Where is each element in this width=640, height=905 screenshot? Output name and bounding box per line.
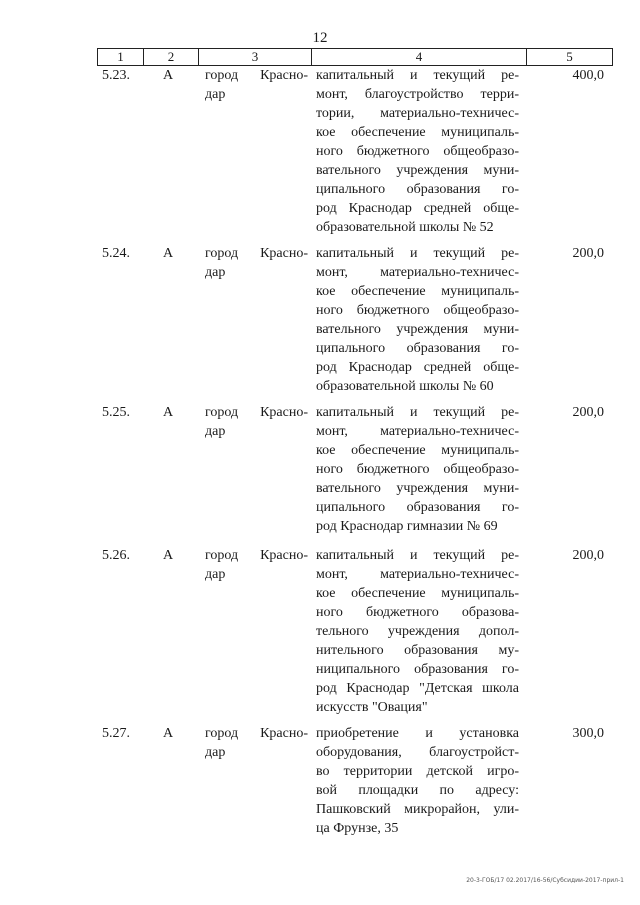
description-line: ного бюджетного общеобразо- (316, 462, 519, 477)
column-header-4: 4 (312, 49, 527, 66)
description-line: вательного учреждения муни- (316, 163, 519, 178)
place-name-part: Красно- (260, 548, 308, 563)
row-category: А (163, 246, 174, 261)
description-line: ципального образования го- (316, 341, 519, 356)
place-name-end: дар (205, 567, 226, 582)
place-name-part: Красно- (260, 405, 308, 420)
description-line: во территории детской игро- (316, 764, 519, 779)
row-amount: 300,0 (572, 726, 604, 741)
description-line: ного бюджетного общеобразо- (316, 144, 519, 159)
row-place (205, 66, 308, 104)
description-line: тельного учреждения допол- (316, 624, 519, 639)
place-word: город (205, 68, 239, 83)
place-name-end: дар (205, 745, 226, 760)
description-line: Пашковский микрорайон, ули- (316, 802, 519, 817)
description-line: кое обеспечение муниципаль- (316, 443, 519, 458)
row-number: 5.25. (102, 405, 130, 420)
description-line: род Краснодар средней обще- (316, 201, 519, 216)
description-line: род Краснодар гимназии № 69 (316, 519, 498, 534)
description-line: кое обеспечение муниципаль- (316, 125, 519, 140)
row-description (316, 66, 519, 237)
row-category: А (163, 405, 174, 420)
description-line: тории, материально-техничес- (316, 106, 519, 121)
page-number: 12 (312, 30, 328, 46)
place-word: город (205, 726, 239, 741)
row-amount: 400,0 (572, 68, 604, 83)
description-line: ного бюджетного образова- (316, 605, 519, 620)
description-line: капитальный и текущий ре- (316, 405, 519, 420)
row-number: 5.23. (102, 68, 130, 83)
description-line: ципального образования го- (316, 182, 519, 197)
place-word: город (205, 548, 239, 563)
column-header-5: 5 (527, 49, 613, 66)
description-line: образовательной школы № 52 (316, 220, 494, 235)
row-description (316, 244, 519, 396)
description-line: род Краснодар средней обще- (316, 360, 519, 375)
description-line: монт, материально-техничес- (316, 265, 519, 280)
description-line: вой площадки по адресу: (316, 783, 519, 798)
row-category: А (163, 726, 174, 741)
row-amount: 200,0 (572, 405, 604, 420)
description-line: капитальный и текущий ре- (316, 548, 519, 563)
row-place (205, 244, 308, 282)
description-line: капитальный и текущий ре- (316, 246, 519, 261)
column-header-3: 3 (199, 49, 312, 66)
place-name-end: дар (205, 265, 226, 280)
description-line: образовательной школы № 60 (316, 379, 494, 394)
place-name-part: Красно- (260, 246, 308, 261)
row-place (205, 724, 308, 762)
description-line: род Краснодар "Детская школа (316, 681, 519, 696)
description-line: монт, благоустройство терри- (316, 87, 519, 102)
row-description (316, 546, 519, 717)
row-number: 5.24. (102, 246, 130, 261)
place-name-end: дар (205, 87, 226, 102)
row-description (316, 403, 519, 536)
description-line: монт, материально-техничес- (316, 567, 519, 582)
row-place (205, 403, 308, 441)
place-word: город (205, 405, 239, 420)
description-line: ца Фрунзе, 35 (316, 821, 399, 836)
description-line: капитальный и текущий ре- (316, 68, 519, 83)
description-line: вательного учреждения муни- (316, 322, 519, 337)
description-line: ниципального образования го- (316, 662, 519, 677)
column-header-2: 2 (144, 49, 199, 66)
description-line: монт, материально-техничес- (316, 424, 519, 439)
description-line: кое обеспечение муниципаль- (316, 284, 519, 299)
place-word: город (205, 246, 239, 261)
row-amount: 200,0 (572, 246, 604, 261)
description-line: кое обеспечение муниципаль- (316, 586, 519, 601)
description-line: ного бюджетного общеобразо- (316, 303, 519, 318)
row-category: А (163, 548, 174, 563)
column-header-1: 1 (98, 49, 144, 66)
description-line: приобретение и установка (316, 726, 519, 741)
row-amount: 200,0 (572, 548, 604, 563)
description-line: нительного образования му- (316, 643, 519, 658)
row-category: А (163, 68, 174, 83)
row-description (316, 724, 519, 838)
row-place (205, 546, 308, 584)
place-name-part: Красно- (260, 68, 308, 83)
place-name-part: Красно- (260, 726, 308, 741)
description-line: искусств "Овация" (316, 700, 428, 715)
row-number: 5.27. (102, 726, 130, 741)
row-number: 5.26. (102, 548, 130, 563)
description-line: оборудования, благоустройст- (316, 745, 519, 760)
document-footer-code: 20-3-ГОБ/17 02.2017/16-56/Субсидии-2017-прил-1 (466, 877, 624, 884)
description-line: ципального образования го- (316, 500, 519, 515)
place-name-end: дар (205, 424, 226, 439)
description-line: вательного учреждения муни- (316, 481, 519, 496)
